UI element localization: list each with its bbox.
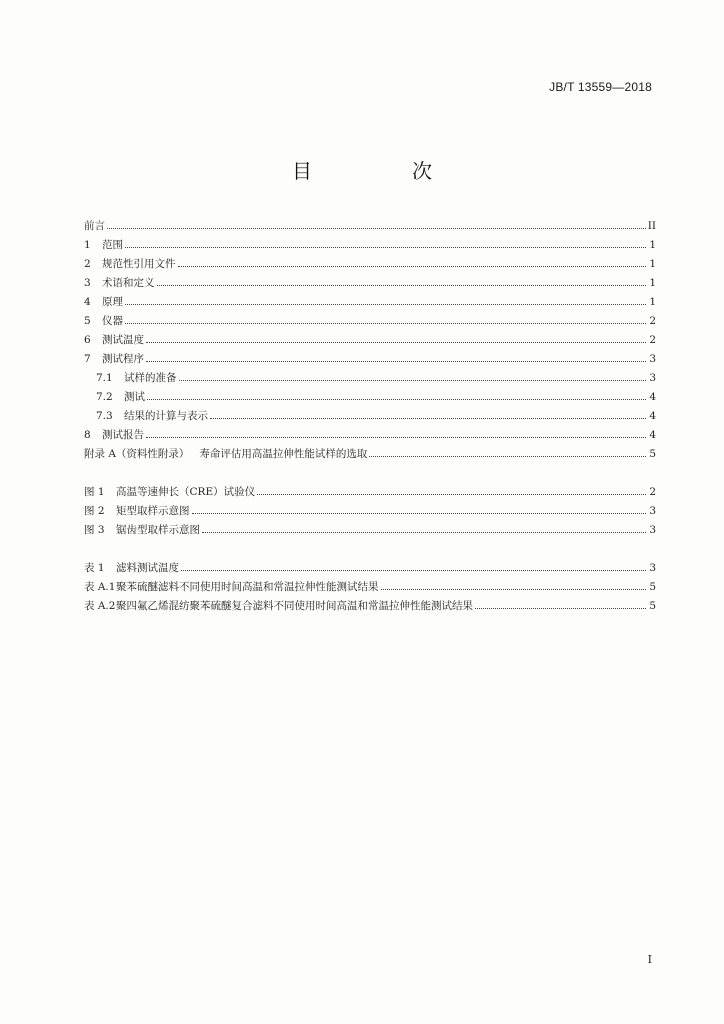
toc-entry-number: 5 <box>84 315 91 327</box>
toc-entry-page: 1 <box>649 296 656 308</box>
toc-entry-label: 测试报告 <box>102 429 144 441</box>
toc-entry-foreword[interactable] <box>84 219 656 233</box>
dot-leader <box>181 561 646 571</box>
dot-leader <box>475 599 646 609</box>
toc-entry-page: 3 <box>649 562 656 574</box>
toc-entry-label: 测试程序 <box>102 353 144 365</box>
toc-entry-page: 2 <box>649 315 656 327</box>
toc-entry-number: 6 <box>84 334 91 346</box>
toc-entry-number: 7 <box>84 353 91 365</box>
dot-leader <box>178 257 647 267</box>
toc-entry-page: 3 <box>649 524 656 536</box>
toc-table-1[interactable] <box>84 561 656 575</box>
dot-leader <box>179 371 647 381</box>
toc-entry-page: 3 <box>649 505 656 517</box>
toc-entry-8[interactable] <box>84 428 656 442</box>
toc-entry-label: 试样的准备 <box>124 372 177 384</box>
dot-leader <box>210 409 646 419</box>
toc-entry-page: 4 <box>649 391 656 403</box>
toc-entry-page: 2 <box>649 334 656 346</box>
toc-entry-page: 1 <box>649 277 656 289</box>
toc-entry-number: 图 1 <box>84 486 105 498</box>
toc-figure-3[interactable] <box>84 523 656 537</box>
toc-entry-number: 图 3 <box>84 524 105 536</box>
toc-entry-label: 寿命评估用高温拉伸性能试样的选取 <box>199 448 368 460</box>
toc-entry-5[interactable] <box>84 314 656 328</box>
toc-entry-page: 2 <box>649 486 656 498</box>
dot-leader <box>107 219 646 229</box>
toc-entry-7-3[interactable] <box>96 409 656 423</box>
toc-entry-page: 3 <box>649 353 656 365</box>
toc-entry-number: 1 <box>84 239 91 251</box>
toc-entry-page: 4 <box>649 429 656 441</box>
toc-figure-1[interactable] <box>84 485 656 499</box>
toc-entry-number: 表 A.2 <box>84 600 116 612</box>
toc-entry-number: 4 <box>84 296 91 308</box>
toc-entry-7-2[interactable] <box>96 390 656 404</box>
toc-entry-number: 2 <box>84 258 91 270</box>
toc-entry-number: 7.1 <box>96 372 113 384</box>
toc-entry-number: 表 1 <box>84 562 105 574</box>
toc-entry-page: 5 <box>649 448 656 460</box>
dot-leader <box>369 447 646 457</box>
toc-entry-label: 结果的计算与表示 <box>124 410 208 422</box>
dot-leader <box>147 390 646 400</box>
toc-entry-appendix-a[interactable] <box>84 447 656 461</box>
toc-entry-page: 3 <box>649 372 656 384</box>
toc-entry-page: 5 <box>649 600 656 612</box>
toc-entry-7[interactable] <box>84 352 656 366</box>
toc-entry-1[interactable] <box>84 238 656 252</box>
toc-entry-label: 测试 <box>124 391 145 403</box>
toc-entry-number: 7.3 <box>96 410 113 422</box>
page-number: I <box>647 953 652 966</box>
dot-leader <box>146 428 646 438</box>
toc-entry-number: 表 A.1 <box>84 581 116 593</box>
toc-figure-2[interactable] <box>84 504 656 518</box>
dot-leader <box>125 238 646 248</box>
standard-code: JB/T 13559—2018 <box>549 80 652 94</box>
toc-entry-page: 5 <box>649 581 656 593</box>
toc-entry-label: 聚苯硫醚滤料不同使用时间高温和常温拉伸性能测试结果 <box>116 581 379 593</box>
toc-entry-7-1[interactable] <box>96 371 656 385</box>
dot-leader <box>125 295 646 305</box>
toc-entry-number: 图 2 <box>84 505 105 517</box>
dot-leader <box>125 314 646 324</box>
toc-entry-page: 4 <box>649 410 656 422</box>
toc-entry-label: 锯齿型取样示意图 <box>116 524 200 536</box>
toc-entry-label: 前言 <box>84 220 105 232</box>
toc-table-a1[interactable] <box>84 580 656 594</box>
toc-entry-6[interactable] <box>84 333 656 347</box>
dot-leader <box>202 523 646 533</box>
toc-entry-label: 规范性引用文件 <box>102 258 176 270</box>
dot-leader <box>257 485 646 495</box>
dot-leader <box>381 580 647 590</box>
toc-entry-number: 3 <box>84 277 91 289</box>
dot-leader <box>146 333 646 343</box>
dot-leader <box>146 352 646 362</box>
toc-entry-label: 测试温度 <box>102 334 144 346</box>
page-title: 目 次 <box>292 159 472 183</box>
dot-leader <box>157 276 647 286</box>
toc-entry-2[interactable] <box>84 257 656 271</box>
toc-entry-label: 范围 <box>102 239 123 251</box>
toc-entry-number: 附录 A（资料性附录） <box>84 448 190 460</box>
toc-entry-label: 原理 <box>102 296 123 308</box>
toc-entry-page: 1 <box>649 239 656 251</box>
toc-table-a2[interactable] <box>84 599 656 613</box>
toc-entry-number: 7.2 <box>96 391 113 403</box>
toc-entry-number: 8 <box>84 429 91 441</box>
toc-entry-label: 矩型取样示意图 <box>116 505 190 517</box>
toc-entry-page: 1 <box>649 258 656 270</box>
toc-entry-label: 术语和定义 <box>102 277 155 289</box>
dot-leader <box>192 504 647 514</box>
toc-entry-label: 聚四氟乙烯混纺聚苯硫醚复合滤料不同使用时间高温和常温拉伸性能测试结果 <box>116 600 473 612</box>
toc-entry-label: 滤料测试温度 <box>116 562 179 574</box>
toc-entry-page: II <box>647 220 656 232</box>
toc-entry-label: 高温等速伸长（CRE）试验仪 <box>116 486 256 498</box>
toc-entry-4[interactable] <box>84 295 656 309</box>
toc-entry-3[interactable] <box>84 276 656 290</box>
toc-entry-label: 仪器 <box>102 315 123 327</box>
